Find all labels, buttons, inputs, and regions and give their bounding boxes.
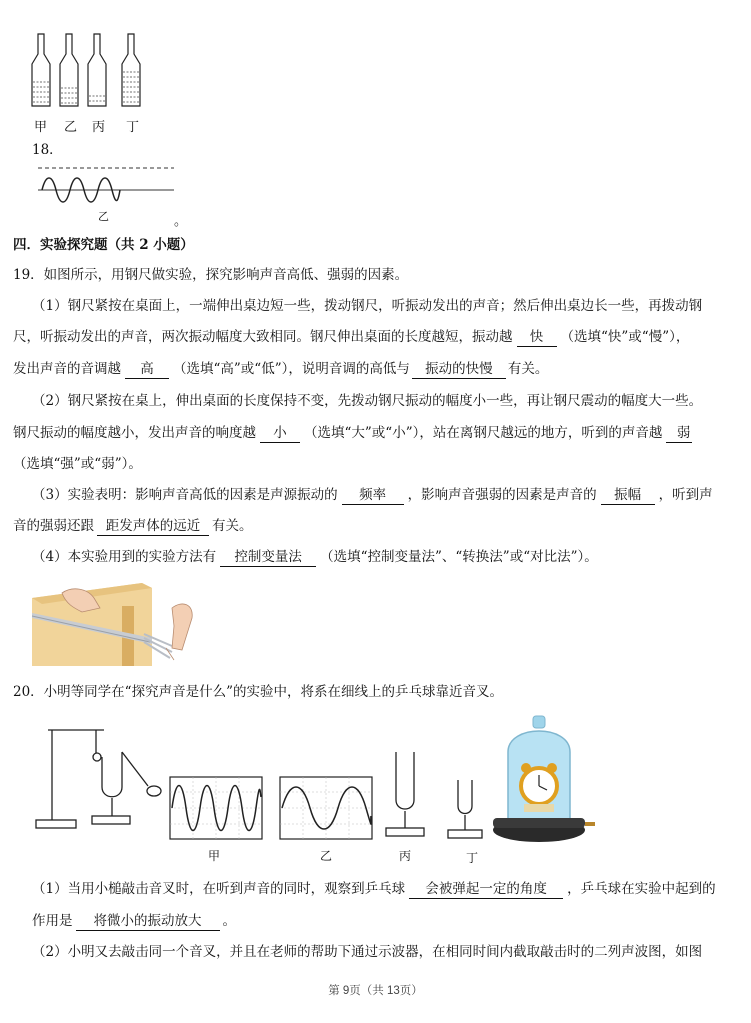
q19-answer-method: 控制变量法 xyxy=(220,548,316,567)
q19-p2-line3: （选填“强”或“弱”）。 xyxy=(13,456,142,472)
q20-p1-line1-text: （1）当用小槌敲击音叉时，在听到声音的同时，观察到乒乓球 xyxy=(32,881,406,897)
q19-p4-hint: （选填“控制变量法”、“转换法”或“对比法”）。 xyxy=(320,549,598,565)
ruler-experiment-image xyxy=(32,578,200,666)
q20-p2-line1: （2）小明又去敲击同一个音叉，并且在老师的帮助下通过示波器，在相同时间内截取敲击时的二列声波图，如图 xyxy=(32,944,703,960)
section-title: 四．实验探究题（共 2 小题） xyxy=(13,237,194,253)
q19-p3-line1-end: ，听到声 xyxy=(658,487,713,503)
q19-p1-line2-hint: （选填“快”或“慢”）， xyxy=(560,329,690,345)
q19-p3-line1-text: （3）实验表明：影响声音高低的因素是声源振动的 xyxy=(32,487,338,503)
q19-p2-line2-text: 钢尺振动的幅度越小，发出声音的响度越 xyxy=(13,425,256,441)
bottle-label-yi: 乙 xyxy=(64,120,78,135)
q19-answer-small: 小 xyxy=(260,424,300,443)
q19-p4-text: （4）本实验用到的实验方法有 xyxy=(32,549,217,565)
bottle-label-jia: 甲 xyxy=(34,120,48,135)
q19-p4 xyxy=(32,548,598,567)
q20-fig-label-yi: 乙 xyxy=(320,849,333,863)
q19-p3-line2-text: 音的强弱还跟 xyxy=(13,518,94,534)
q19-answer-high: 高 xyxy=(125,360,169,379)
q20-p1-line1-end: ，乒乓球在实验中起到的 xyxy=(567,881,716,897)
q19-p3-line1-mid: ，影响声音强弱的因素是声音的 xyxy=(407,487,597,503)
q19-p3-line1 xyxy=(32,486,713,505)
q19-p2-line1: （2）钢尺紧按在桌上，伸出桌面的长度保持不变，先拨动钢尺振动的幅度小一些，再让钢尺震动的幅度大一些。 xyxy=(32,393,703,409)
q20-answer-amplify: 将微小的振动放大 xyxy=(76,912,220,931)
bottle-label-ding: 丁 xyxy=(126,120,140,135)
q20-fig-label-bing: 丙 xyxy=(399,849,412,863)
q19-p1-line3 xyxy=(13,360,548,379)
q20-p1-line1 xyxy=(32,880,716,899)
q20-fig-label-ding: 丁 xyxy=(466,851,479,865)
q19-p1-line3-hint: （选填“高”或“低”），说明音调的高低与 xyxy=(173,361,410,377)
bottle-label-bing: 丙 xyxy=(92,120,106,135)
q20-figure xyxy=(30,712,610,862)
q19-answer-weak: 弱 xyxy=(666,424,692,443)
q20-p1-line2 xyxy=(32,912,236,931)
q19-answer-distance: 距发声体的远近 xyxy=(97,517,209,536)
q20-fig-label-jia: 甲 xyxy=(208,849,221,863)
q19-p2-line2-hint: （选填“大”或“小”），站在离钢尺越远的地方，听到的声音越 xyxy=(304,425,663,441)
q19-answer-vibration-speed: 振动的快慢 xyxy=(412,360,506,379)
q18-wave-label: 乙 xyxy=(98,210,109,223)
q19-answer-amplitude: 振幅 xyxy=(601,486,655,505)
q19-stem: 19．如图所示，用钢尺做实验，探究影响声音高低、强弱的因素。 xyxy=(13,267,409,283)
q20-p1-line2-text: 作用是 xyxy=(32,913,73,929)
page-footer: 第 9页（共 13页） xyxy=(328,985,423,997)
q20-p1-line2-end: 。 xyxy=(222,913,236,929)
q19-p1-line2 xyxy=(13,328,689,347)
q19-p1-line2-text: 尺，听振动发出的声音，两次振动幅度大致相同。钢尺伸出桌面的长度越短，振动越 xyxy=(13,329,513,345)
q20-stem: 20．小明等同学在“探究声音是什么”的实验中，将系在细线上的乒乓球靠近音叉。 xyxy=(13,684,503,700)
q18-wave-figure xyxy=(34,160,184,220)
q20-answer-ball-bounce: 会被弹起一定的角度 xyxy=(409,880,563,899)
q19-p1-line1: （1）钢尺紧按在桌面上，一端伸出桌边短一些，拨动钢尺，听振动发出的声音；然后伸出桌边长一些，再拨动钢 xyxy=(32,298,703,314)
q18-number: 18． xyxy=(32,142,63,158)
q19-p3-line2-end: 有关。 xyxy=(212,518,253,534)
q19-p3-line2 xyxy=(13,517,253,536)
q19-p1-line3-end: 有关。 xyxy=(507,361,549,377)
q19-p1-line3-text: 发出声音的音调越 xyxy=(13,361,121,377)
q19-answer-fast: 快 xyxy=(517,328,557,347)
bottles-figure xyxy=(22,30,157,110)
q19-p2-line2 xyxy=(13,424,692,443)
q18-end: 。 xyxy=(174,214,188,229)
q19-answer-frequency: 频率 xyxy=(342,486,404,505)
